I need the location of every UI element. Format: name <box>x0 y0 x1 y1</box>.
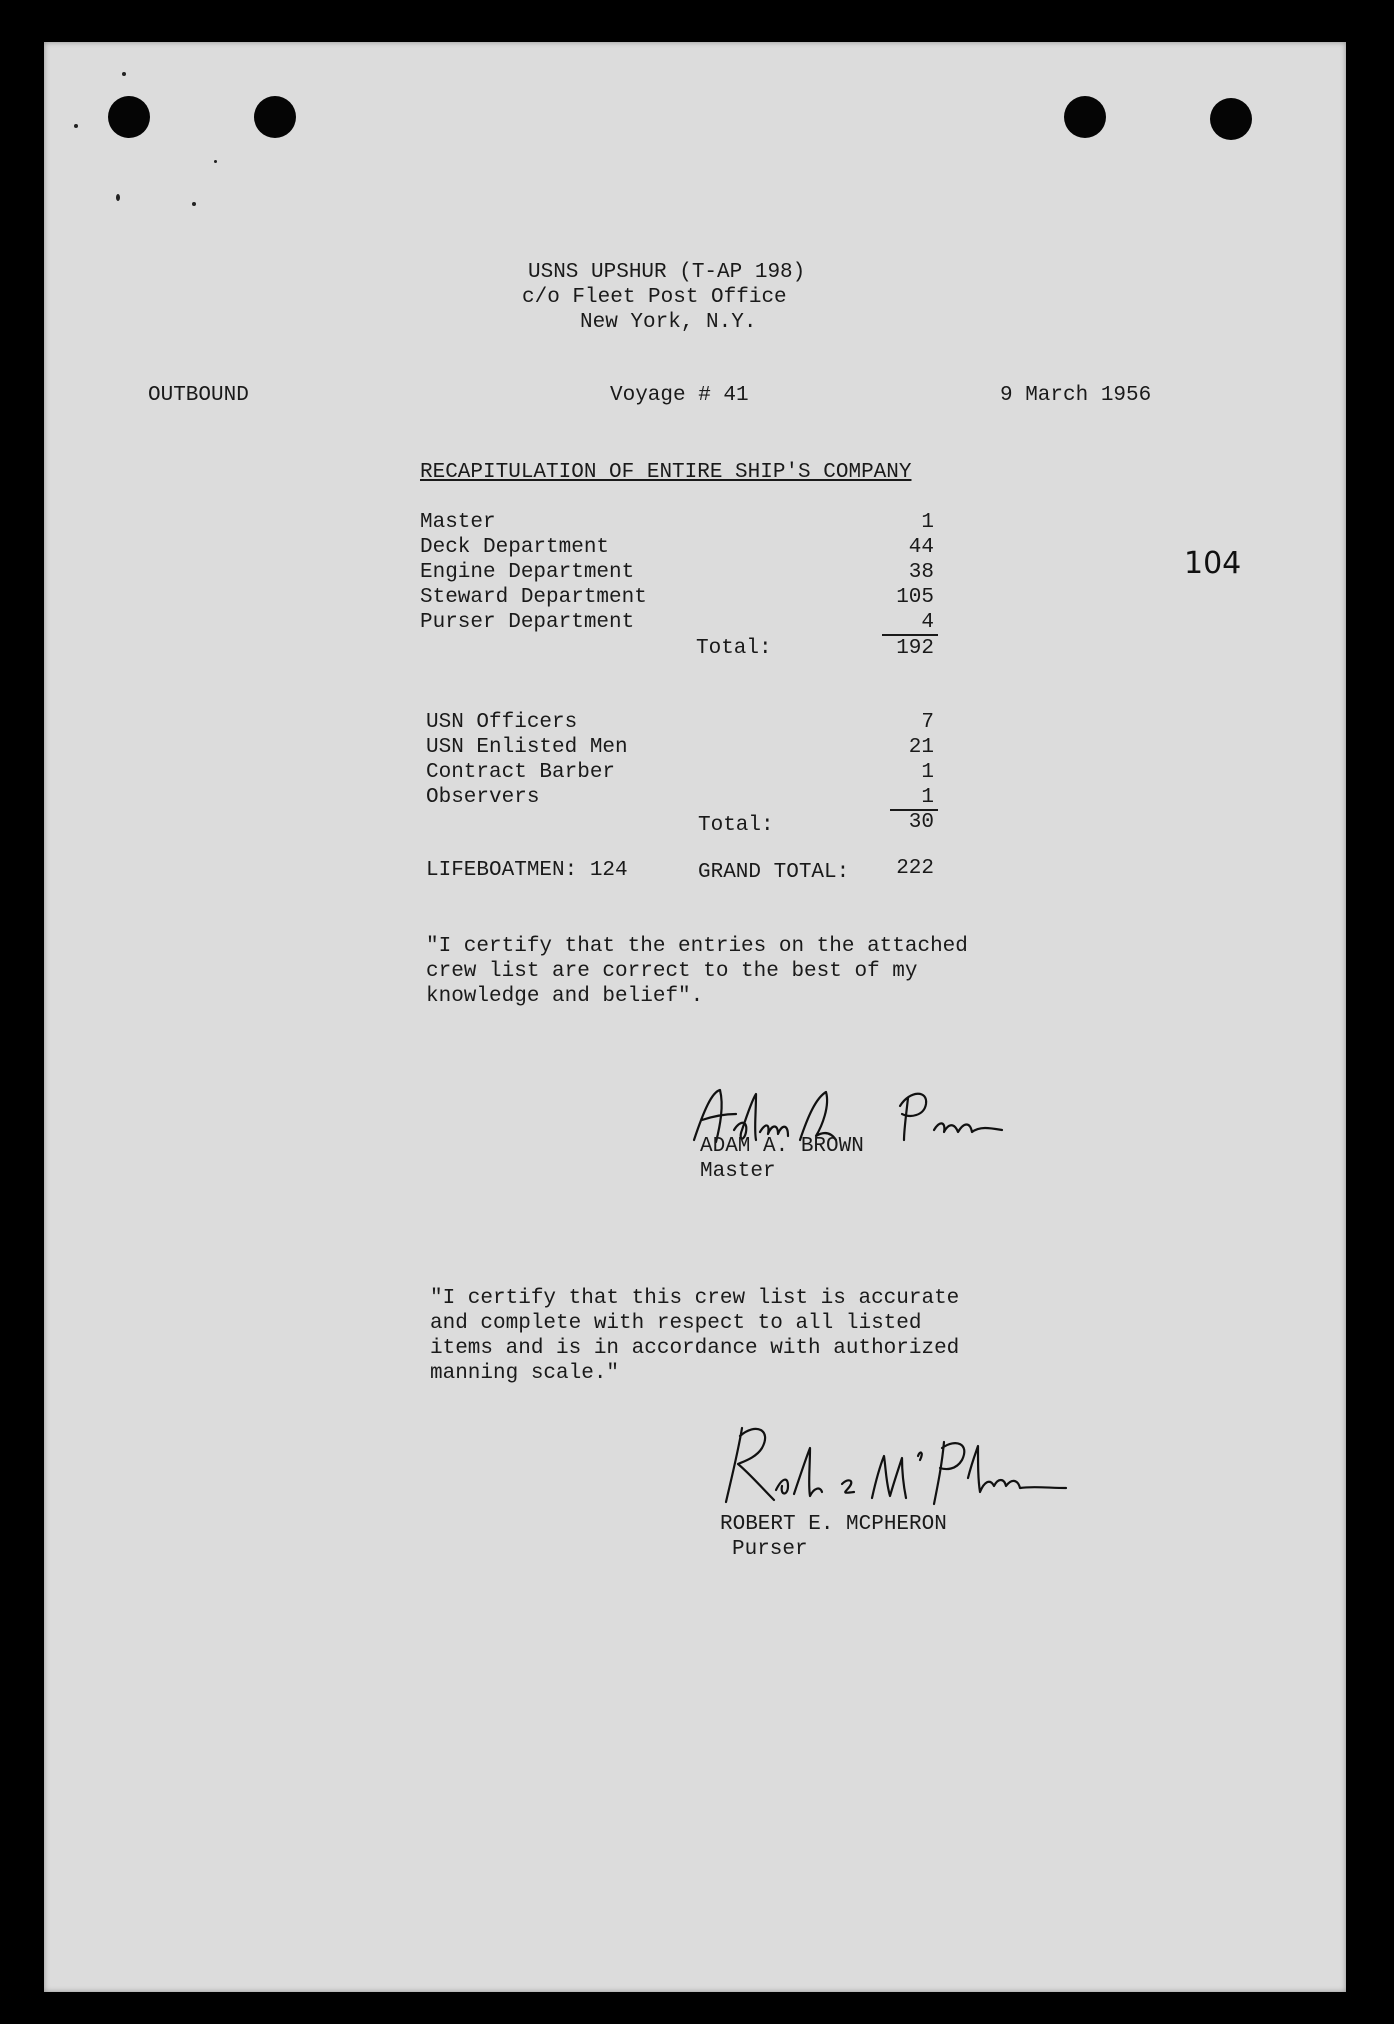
purser-signature <box>716 1412 1156 1522</box>
ship-address: c/o Fleet Post Office <box>522 286 787 309</box>
punch-hole <box>1064 96 1106 138</box>
certification-line: "I certify that this crew list is accurate <box>430 1287 960 1310</box>
page-number: 104 <box>1184 546 1242 581</box>
crew-value: 1 <box>921 511 934 534</box>
punch-hole <box>254 96 296 138</box>
other-label: USN Officers <box>426 711 578 734</box>
master-name: ADAM A. BROWN <box>700 1135 864 1158</box>
ship-city: New York, N.Y. <box>580 311 757 334</box>
lifeboatmen-count: LIFEBOATMEN: 124 <box>426 859 628 882</box>
certification-line: items and is in accordance with authorized <box>430 1337 960 1360</box>
crew-label: Purser Department <box>420 611 635 634</box>
voyage-number: Voyage # 41 <box>610 384 749 407</box>
other-label: Contract Barber <box>426 761 616 784</box>
punch-hole <box>1210 98 1252 140</box>
other-value: 1 <box>921 761 934 784</box>
crew-total-label: Total: <box>696 637 772 660</box>
grand-total-value: 222 <box>896 857 934 880</box>
crew-value: 44 <box>908 536 934 559</box>
direction-label: OUTBOUND <box>148 384 249 407</box>
crew-label: Deck Department <box>420 536 610 559</box>
document-page <box>44 42 1346 1992</box>
crew-value: 105 <box>896 586 934 609</box>
certification-line: crew list are correct to the best of my <box>426 960 918 983</box>
other-label: Observers <box>426 786 540 809</box>
speck <box>74 124 78 128</box>
crew-value: 4 <box>921 611 934 634</box>
speck <box>192 202 196 206</box>
others-total-label: Total: <box>698 814 774 837</box>
speck <box>116 194 120 201</box>
crew-total-value: 192 <box>896 637 934 660</box>
purser-name: ROBERT E. MCPHERON <box>720 1513 947 1536</box>
other-value: 1 <box>921 786 934 809</box>
other-value: 21 <box>908 736 934 759</box>
purser-title: Purser <box>732 1538 808 1561</box>
certification-line: "I certify that the entries on the attached <box>426 935 968 958</box>
certification-line: manning scale." <box>430 1362 620 1385</box>
recap-title: RECAPITULATION OF ENTIRE SHIP'S COMPANY <box>420 461 912 484</box>
grand-total-label: GRAND TOTAL: <box>698 861 850 884</box>
speck <box>122 72 126 76</box>
crew-label: Steward Department <box>420 586 647 609</box>
certification-line: and complete with respect to all listed <box>430 1312 922 1335</box>
crew-value: 38 <box>908 561 934 584</box>
punch-hole <box>108 96 150 138</box>
crew-label: Engine Department <box>420 561 635 584</box>
document-date: 9 March 1956 <box>1000 384 1152 407</box>
others-total-value: 30 <box>908 811 934 834</box>
other-label: USN Enlisted Men <box>426 736 628 759</box>
certification-line: knowledge and belief". <box>426 985 704 1008</box>
other-value: 7 <box>921 711 934 734</box>
ship-name: USNS UPSHUR (T-AP 198) <box>528 261 806 284</box>
crew-label: Master <box>420 511 496 534</box>
speck <box>214 160 217 163</box>
master-title: Master <box>700 1160 776 1183</box>
